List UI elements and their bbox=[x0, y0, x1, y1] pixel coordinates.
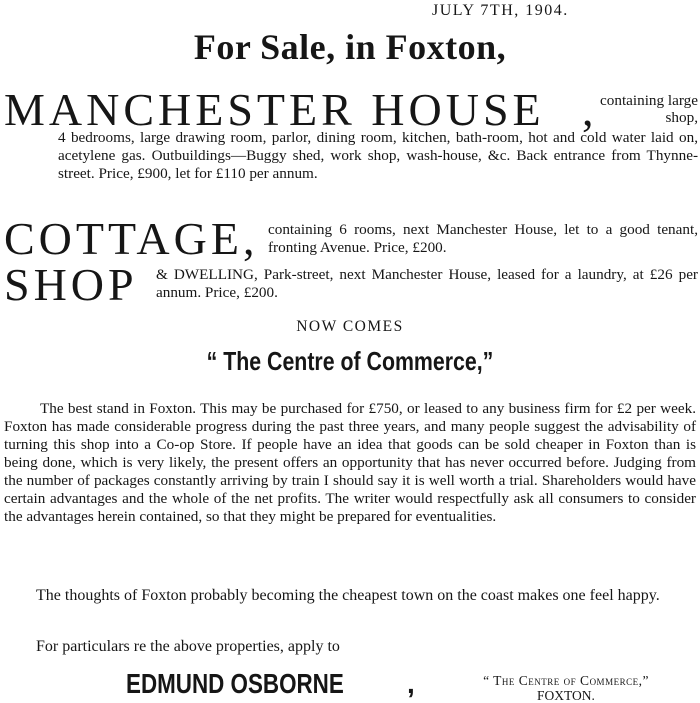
manchester-house-title: MANCHESTER HOUSE bbox=[4, 84, 545, 135]
signature-name: EDMUND OSBORNE bbox=[126, 668, 344, 699]
shop-description: & DWELLING, Park-street, next Manchester House, leased for a laundry, at £26 per annum. Price, £200. bbox=[156, 266, 698, 301]
now-comes-heading: NOW COMES bbox=[296, 318, 404, 335]
cheapest-town-paragraph: The thoughts of Foxton probably becoming the cheapest town on the coast makes one feel happy. bbox=[36, 587, 660, 604]
signature-comma: , bbox=[407, 668, 415, 699]
headline: For Sale, in Foxton, bbox=[193, 27, 507, 67]
manchester-house-comma: , bbox=[582, 84, 594, 135]
cottage-description: containing 6 rooms, next Manchester House, let to a good tenant, fronting Avenue. Price, £200. bbox=[268, 221, 698, 256]
date-line: JULY 7TH, 1904. bbox=[432, 2, 569, 19]
manchester-house-description: 4 bedrooms, large drawing room, parlor, dining room, kitchen, bath-room, hot and cold water laid on, acetylene gas. Outbuildings—Buggy shed, work shop, wash-house, &c. Back entrance from Thynne-street. Price, £900, let for £110 per annum. bbox=[58, 129, 698, 182]
shop-title: SHOP bbox=[4, 259, 138, 310]
centre-description-paragraph: The best stand in Foxton. This may be purchased for £750, or leased to any business firm for £2 per week. Foxton has made considerable progress during the past three years, and many people suggest the advisability of turning this shop into a Co-op Store. If people have an idea that goods can be sold cheaper in Foxton than is being done, which is very likely, the present offers an opportunity that has never occurred before. Judging from the number of packages constantly arriving by train I should say it is well worth a trial. Shareholders would have certain advantages and the whole of the net profits. The writer would respectfully ask all consumers to consider the advantages herein contained, so that they might be prepared for eventualities. bbox=[4, 400, 696, 525]
manchester-house-containing: containing large shop, bbox=[600, 92, 698, 126]
signature-address bbox=[432, 673, 700, 703]
centre-of-commerce-title: “ The Centre of Commerce,” bbox=[206, 346, 494, 376]
cottage-title: COTTAGE, bbox=[4, 213, 259, 264]
signature-town: FOXTON. bbox=[537, 688, 595, 703]
particulars-line: For particulars re the above properties, apply to bbox=[36, 638, 340, 655]
signature-business: “ The Centre of Commerce,” bbox=[483, 673, 649, 688]
